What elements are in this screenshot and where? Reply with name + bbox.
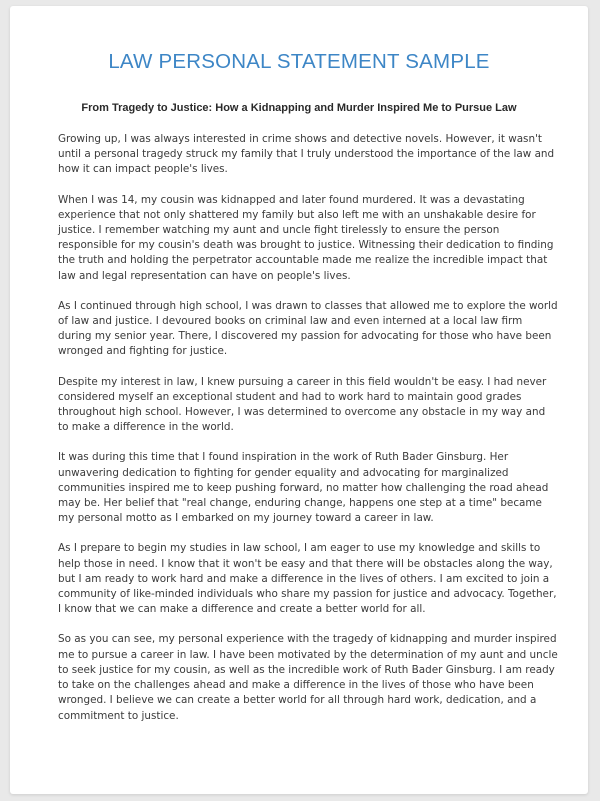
document-title: LAW PERSONAL STATEMENT SAMPLE	[108, 50, 490, 73]
document-page	[10, 6, 588, 794]
paragraph-5: It was during this time that I found inspiration in the work of Ruth Bader Ginsburg. Her unwavering dedication to fighting for gender equality and advocating for marginalized communities inspired me to keep pushing forward, no matter how challenging the road ahead may be. Her belief that "real change, enduring change, happens one step at a time" became my personal motto as I embarked on my journey toward a career in law.	[58, 451, 549, 525]
paragraph-2: When I was 14, my cousin was kidnapped and later found murdered. It was a devastating experience that not only shattered my family but also left me with an unshakable desire for justice. I remember watching my aunt and uncle fight tirelessly to ensure the person responsible for my cousin's death was brought to justice. Witnessing their dedication to finding the truth and holding the perpetrator accountable made me realize the incredible impact that law and legal representation can have on people's lives.	[58, 193, 554, 282]
document-body	[58, 132, 558, 739]
paragraph-4: Despite my interest in law, I knew pursuing a career in this field wouldn't be easy. I had never considered myself an exceptional student and had to work hard to maintain good grades throughout high school. However, I was determined to overcome any obstacle in my way and to make a difference in the world.	[58, 375, 547, 434]
paragraph-7: So as you can see, my personal experience with the tragedy of kidnapping and murder inspired me to pursue a career in law. I have been motivated by the determination of my aunt and uncle to seek justice for my cousin, as well as the incredible work of Ruth Bader Ginsburg. I am ready to take on the challenges ahead and make a difference in the lives of those who have been wronged. I believe we can create a better world for all through hard work, dedication, and a commitment to justice.	[58, 633, 558, 722]
paragraph-3: As I continued through high school, I was drawn to classes that allowed me to explore the world of law and justice. I devoured books on criminal law and even interned at a local law firm during my senior year. There, I discovered my passion for advocating for those who have been wronged and fighting for justice.	[58, 299, 558, 358]
document-subtitle: From Tragedy to Justice: How a Kidnapping and Murder Inspired Me to Pursue Law	[81, 102, 517, 114]
paragraph-1: Growing up, I was always interested in crime shows and detective novels. However, it wasn't until a personal tragedy struck my family that I truly understood the importance of the law and how it can impact people's lives.	[58, 133, 555, 176]
paragraph-6: As I prepare to begin my studies in law school, I am eager to use my knowledge and skills to help those in need. I know that it won't be easy and that there will be obstacles along the way, but I am ready to work hard and make a difference in the lives of others. I am excited to join a community of like-minded individuals who share my passion for justice and advocacy. Together, I know that we can make a difference and create a better world for all.	[58, 542, 557, 616]
